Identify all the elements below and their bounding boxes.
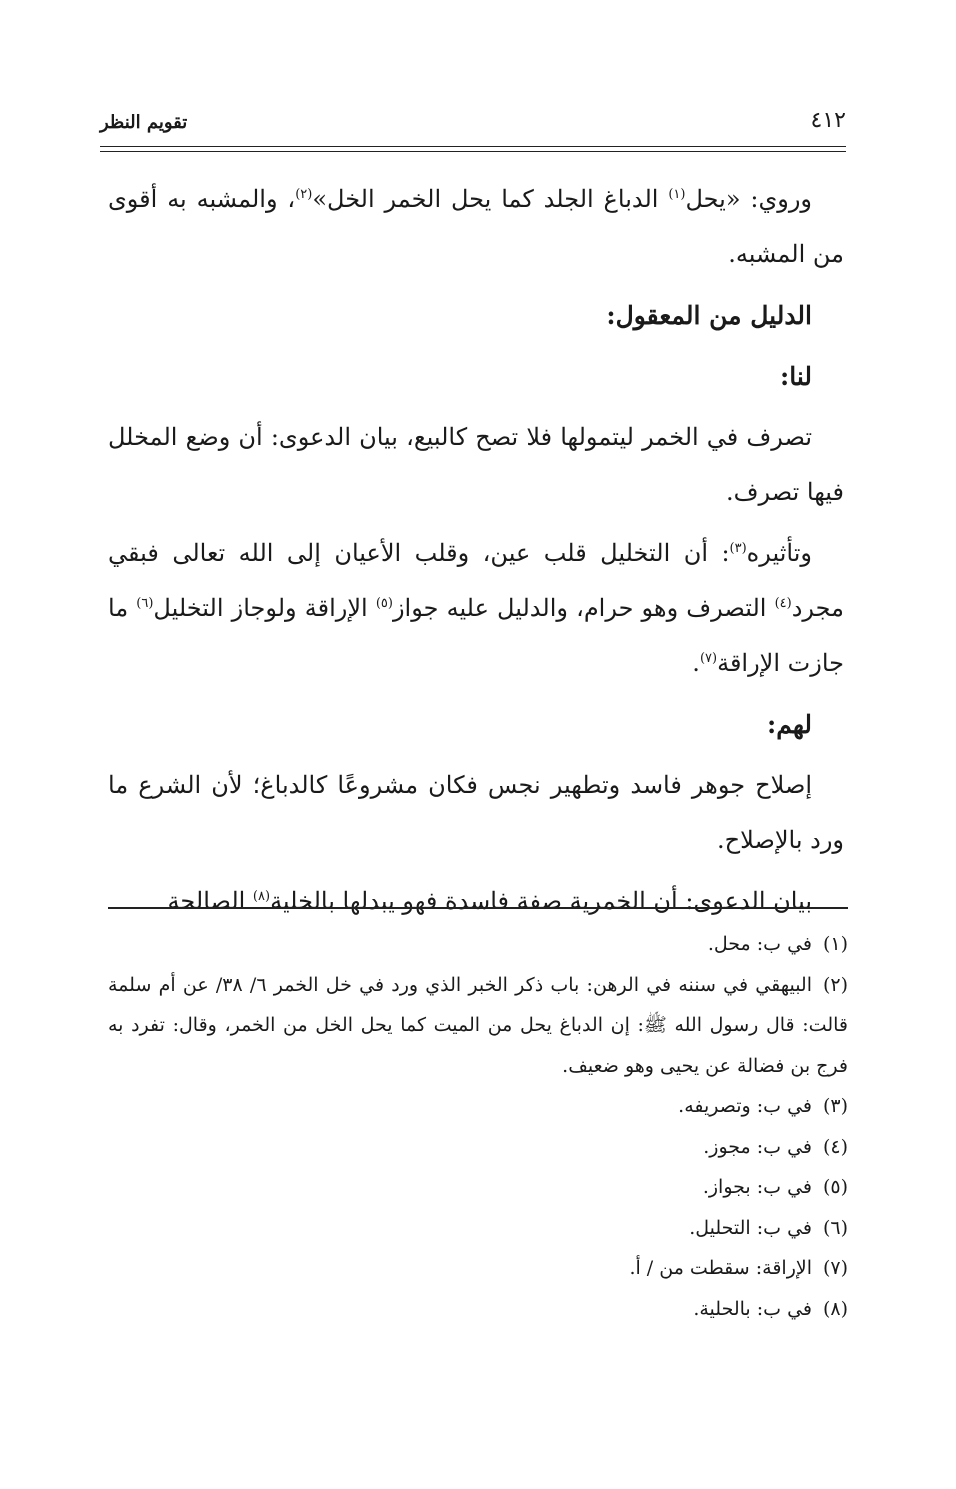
running-title: تقويم النظر: [100, 112, 188, 133]
footnote-6: (٦)في ب: التحليل.: [689, 1216, 848, 1239]
footnote-ref-6[interactable]: (٦): [136, 596, 154, 611]
footnote-ref-3[interactable]: (٣): [729, 541, 747, 556]
paragraph-counter: إصلاح جوهر فاسد وتطهير نجس فكان مشروعًا كالدباغ؛ لأن الشرع ما ورد بالإصلاح.: [108, 771, 844, 854]
footnote-8: (٨)في ب: بالحلية.: [693, 1297, 848, 1320]
footnote-ref-7[interactable]: (٧): [699, 651, 718, 666]
paragraph-effect: وتأثيره$^{(٣)}$: أن التخليل قلب عين، وقلب الأعيان إلى الله تعالى فبقي مجرد$^{(٤)}$ التصرف وهو حرام، والدليل عليه جواز$^{(٥)}$ الإراقة ولوجاز التخليل$^{(٦)}$ ما جازت الإراقة$^{(٧)}$.: [108, 539, 844, 677]
main-text: [108, 172, 844, 935]
heading-for-them: لهم:: [766, 710, 812, 739]
footnote-2: (٢)البيهقي في سننه في الرهن: باب ذكر الخبر الذي ورد في خل الخمر ٦/ ٣٨/ عن أم سلمة قالت: قال رسول الله ﷺ: إن الدباغ يحل من الميت كما يحل الخل من الخمر، وقال: تفرد به فرج بن فضالة عن يحيى وهو ضعيف.: [108, 973, 848, 1077]
header-rule-bottom: [100, 151, 846, 152]
paragraph-claim: بيان الدعوى: أن الخمرية صفة فاسدة فهو يبدلها بالخلية$^{(٨)}$ الصالحة: [167, 887, 812, 915]
heading-rational-proof: الدليل من المعقول:: [606, 301, 812, 330]
footnote-3: (٣)في ب: وتصريفه.: [678, 1095, 848, 1117]
footnote-7: (٧)الإراقة: سقطت من / أ.: [629, 1257, 848, 1279]
footnote-1: (١)في ب: محل.: [707, 933, 848, 955]
heading-for-us: لنا:: [779, 362, 812, 391]
page-number: ٤١٢: [810, 108, 846, 133]
footnote-5: (٥)في ب: بجواز.: [702, 1176, 848, 1198]
footnotes: [108, 924, 848, 1329]
footnote-ref-5[interactable]: (٥): [375, 596, 393, 611]
footnote-ref-2[interactable]: (٢): [295, 187, 313, 202]
page-header: [100, 108, 846, 144]
footnote-ref-4[interactable]: (٤): [774, 596, 792, 611]
footnote-ref-8[interactable]: (٨): [252, 889, 271, 904]
header-rule-top: [100, 146, 846, 147]
footnote-separator: [108, 907, 848, 909]
paragraph-narration: وروي: «يحل$^{(١)}$ الدباغ الجلد كما يحل الخمر الخل»$^{(٢)}$، والمشبه به أقوى من المشبه.: [108, 185, 844, 268]
footnote-4: (٤)في ب: مجوز.: [703, 1135, 848, 1158]
paragraph-argument: تصرف في الخمر ليتمولها فلا تصح كالبيع، بيان الدعوى: أن وضع المخلل فيها تصرف.: [108, 423, 844, 506]
footnote-ref-1[interactable]: (١): [668, 187, 686, 202]
